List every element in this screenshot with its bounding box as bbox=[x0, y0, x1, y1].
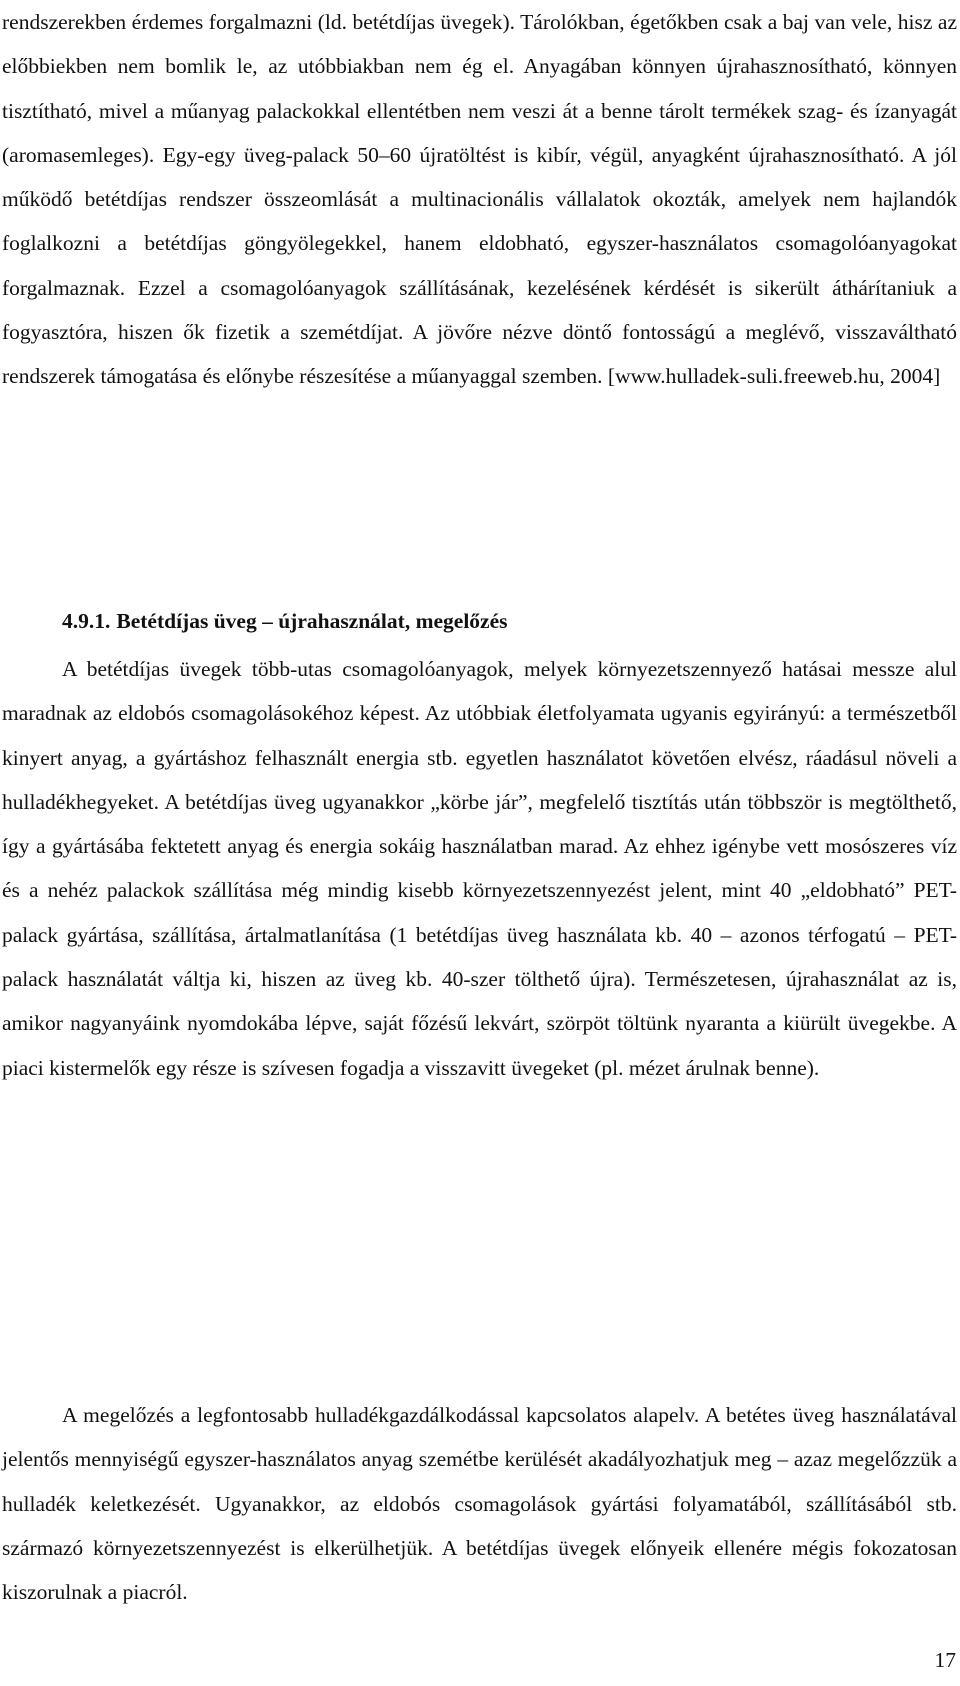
paragraph-text: A betétdíjas üvegek több-utas csomagolóanyagok, melyek környezetszennyező hatásai messze alul maradnak az eldobós csomagolásokéhoz képest. Az utóbbiak életfolyamata ugyanis egyirányú: a természetből kinyert anyag, a gyártáshoz felhasznált energia stb. egyetlen használatot követően elvész, ráadásul növeli a hulladékhegyeket. A betétdíjas üveg ugyanakkor „körbe jár”, megfelelő tisztítás után többször is megtölthető, így a gyártásába fektetett anyag és energia sokáig használatban marad. Az ehhez igénybe vett mosószeres víz és a nehéz palackok szállítása még mindig kisebb környezetszennyezést jelent, mint 40 „eldobható” PET-palack gyártása, szállítása, ártalmatlanítása (1 betétdíjas üveg használata kb. 40 – azonos térfogatú – PET-palack használatát váltja ki, hiszen az üveg kb. 40-szer tölthető újra). Természetesen, újrahasználat az is, amikor nagyanyáink nyomdokába lépve, saját főzésű lekvárt, szörpöt töltünk nyaranta a kiürült üvegekbe. A piaci kistermelők egy része is szívesen fogadja a visszavitt üvegeket (pl. mézet árulnak benne). bbox=[2, 657, 957, 1080]
page-number: 17 bbox=[934, 1648, 956, 1672]
section-heading bbox=[62, 606, 508, 636]
paragraph-continuation bbox=[2, 0, 957, 399]
paragraph-text: A megelőzés a legfontosabb hulladékgazdálkodással kapcsolatos alapelv. A betétes üveg használatával jelentős mennyiségű egyszer-használatos anyag szemétbe kerülését akadályozhatjuk meg – azaz megelőzzük a hulladék keletkezését. Ugyanakkor, az eldobós csomagolások gyártási folyamatából, szállításából stb. származó környezetszennyezést is elkerülhetjük. A betétdíjas üvegek előnyeik ellenére mégis fokozatosan kiszorulnak a piacról. bbox=[2, 1403, 957, 1605]
section-number: 4.9.1. bbox=[62, 609, 111, 633]
section-title: Betétdíjas üveg – újrahasználat, megelőzés bbox=[116, 609, 508, 633]
paragraph-third bbox=[2, 1393, 957, 1614]
paragraph-second bbox=[2, 647, 957, 1090]
paragraph-text: rendszerekben érdemes forgalmazni (ld. betétdíjas üvegek). Tárolókban, égetőkben csak a baj van vele, hisz az előbbiekben nem bomlik le, az utóbbiakban nem ég el. Anyagában könnyen újrahasznosítható, könnyen tisztítható, mivel a műanyag palackokkal ellentétben nem veszi át a benne tárolt termékek szag- és ízanyagát (aromasemleges). Egy-egy üveg-palack 50–60 újratöltést is kibír, végül, anyagként újrahasznosítható. A jól működő betétdíjas rendszer összeomlását a multinacionális vállalatok okozták, amelyek nem hajlandók foglalkozni a betétdíjas göngyölegekkel, hanem eldobható, egyszer-használatos csomagolóanyagokat forgalmaznak. Ezzel a csomagolóanyagok szállításának, kezelésének kérdését is sikerült áthárítaniuk a fogyasztóra, hiszen ők fizetik a szemétdíjat. A jövőre nézve döntő fontosságú a meglévő, visszaváltható rendszerek támogatása és előnybe részesítése a műanyaggal szemben. [www.hulladek-suli.freeweb.hu, 2004] bbox=[2, 10, 957, 389]
